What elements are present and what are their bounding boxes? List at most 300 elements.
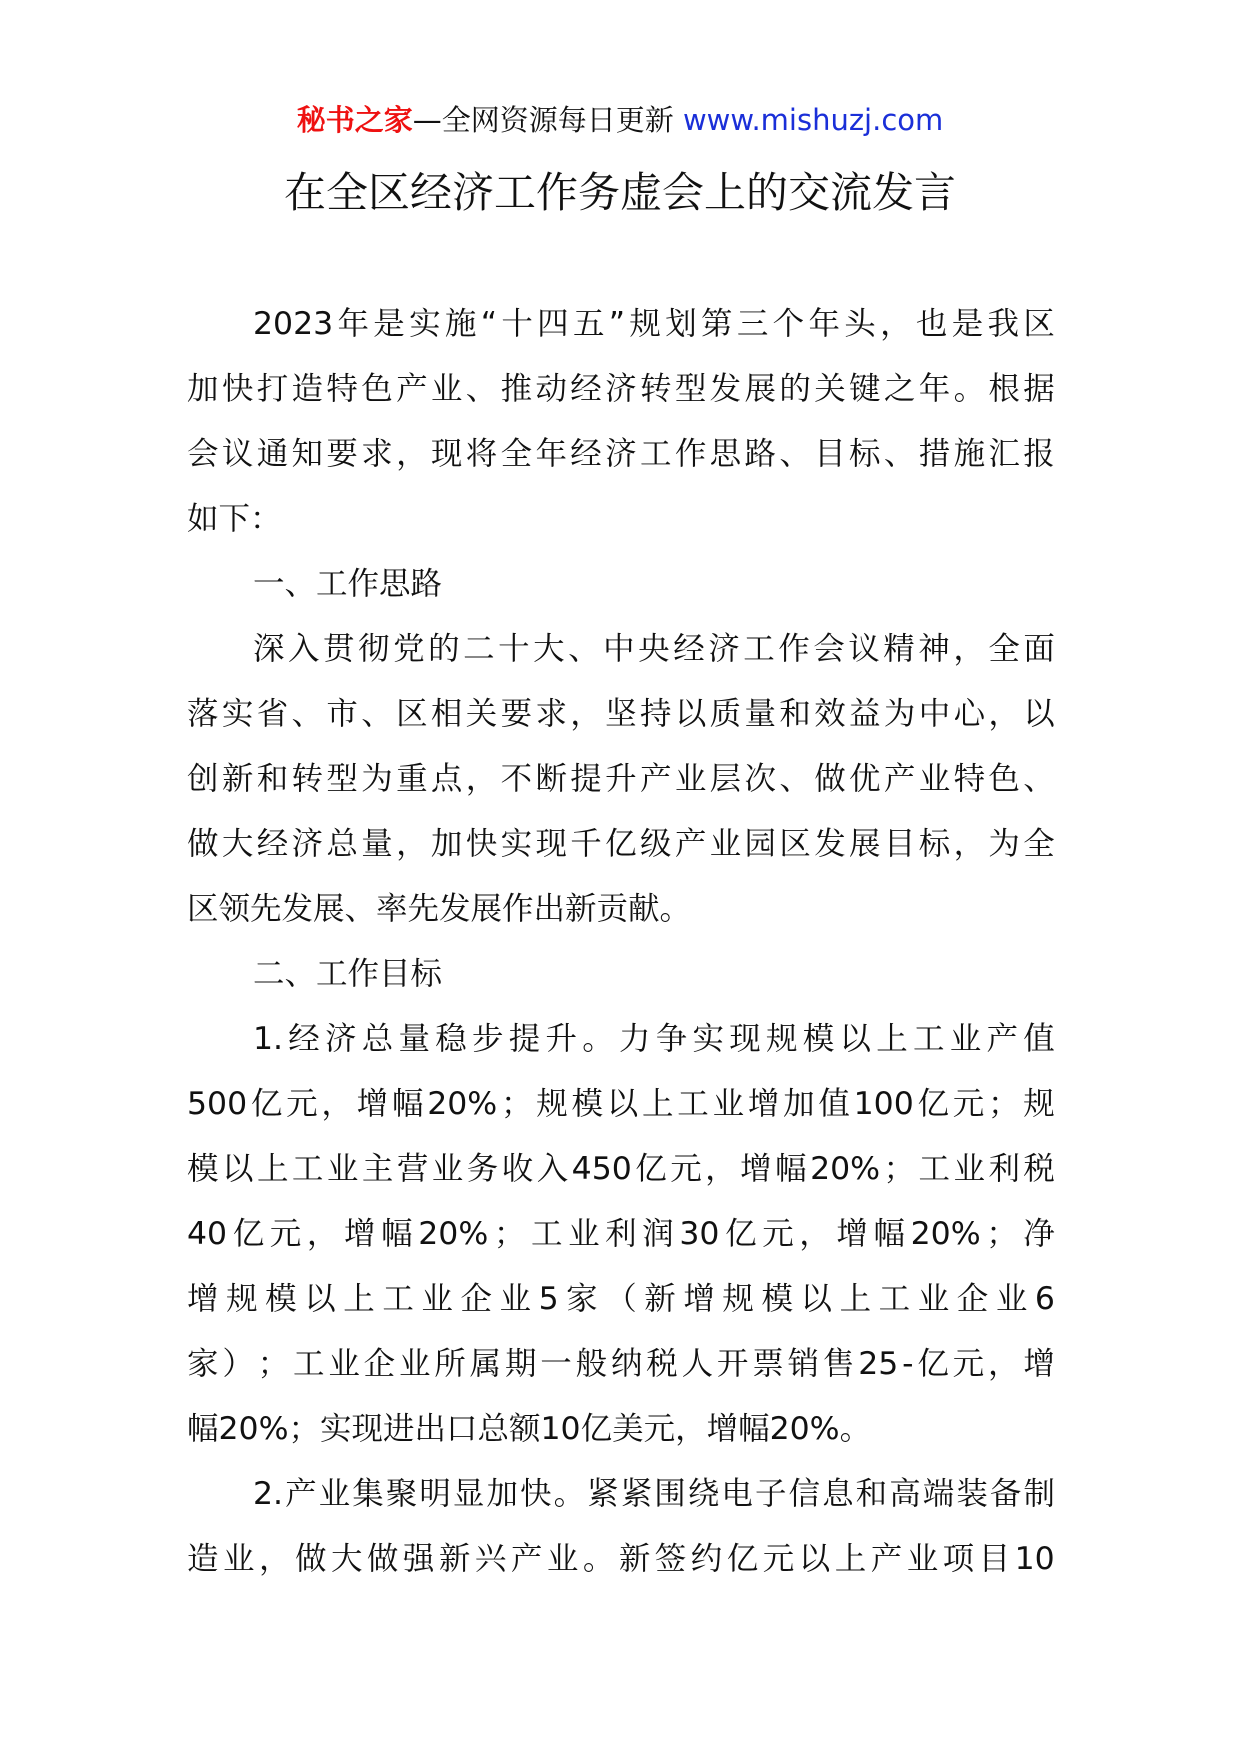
glyph: 提	[570, 761, 602, 797]
glyph: 约	[690, 1541, 723, 1577]
glyph: 规	[629, 306, 661, 342]
glyph: 业	[546, 1541, 579, 1577]
glyph: 产	[285, 1476, 317, 1512]
glyph: 模	[571, 1086, 604, 1122]
glyph: 增	[1023, 1346, 1055, 1382]
glyph: （	[605, 1281, 637, 1317]
glyph: 纳	[610, 1346, 643, 1382]
glyph: 净	[1023, 1216, 1055, 1252]
glyph: 济	[708, 631, 740, 667]
glyph: 营	[396, 1151, 429, 1187]
glyph: 元	[952, 1086, 985, 1122]
glyph: 关	[465, 696, 498, 732]
glyph: 模	[187, 1151, 219, 1187]
glyph: 作	[778, 631, 810, 667]
glyph: 亿	[250, 1086, 283, 1122]
glyph: 动	[535, 371, 567, 407]
glyph: 以	[674, 696, 707, 732]
glyph: 以	[606, 1086, 639, 1122]
glyph: 企	[363, 1346, 396, 1382]
glyph: 强	[402, 1541, 435, 1577]
section-heading: 一、工作思路	[253, 566, 443, 602]
glyph: 党	[393, 631, 425, 667]
glyph: ，	[988, 696, 1020, 732]
glyph: 不	[500, 761, 533, 797]
glyph: 模	[802, 1021, 835, 1057]
glyph: 。	[582, 1021, 614, 1057]
text-line	[187, 1267, 1055, 1332]
glyph: 显	[452, 1476, 485, 1512]
glyph: 息	[822, 1476, 854, 1512]
glyph: 快	[520, 1476, 552, 1512]
glyph: 经	[673, 631, 705, 667]
glyph: 特	[326, 371, 358, 407]
glyph: 三	[736, 306, 769, 342]
glyph: 转	[639, 371, 672, 407]
glyph: 25	[858, 1346, 899, 1382]
text-line	[187, 1332, 1055, 1397]
glyph: 标	[918, 826, 951, 862]
glyph: 个	[772, 306, 805, 342]
text-line	[187, 292, 1055, 357]
glyph: 般	[575, 1346, 608, 1382]
glyph: 、	[883, 436, 916, 472]
glyph: 区	[396, 696, 428, 732]
glyph: 业	[398, 1346, 431, 1382]
glyph: 业	[222, 1541, 255, 1577]
glyph: 为	[988, 826, 1020, 862]
glyph: 润	[642, 1216, 674, 1252]
glyph: 报	[1023, 436, 1055, 472]
glyph: 业	[709, 826, 742, 862]
glyph: 以	[798, 1541, 831, 1577]
glyph: 工	[677, 1086, 709, 1122]
glyph: 思	[709, 436, 742, 472]
text-line	[187, 812, 1055, 877]
glyph: 加	[783, 1086, 815, 1122]
glyph: 20%	[418, 1216, 489, 1252]
glyph: 业	[918, 761, 951, 797]
glyph: 、	[568, 631, 600, 667]
glyph: ）	[222, 1346, 254, 1382]
glyph: 2023	[253, 306, 334, 342]
glyph: 5	[538, 1281, 559, 1317]
glyph: 紧	[620, 1476, 653, 1512]
glyph: 市	[326, 696, 358, 732]
glyph: 业	[995, 1281, 1028, 1317]
glyph: 我	[987, 306, 1020, 342]
glyph: ，	[953, 826, 986, 862]
glyph: 以	[800, 1281, 833, 1317]
glyph: 质	[709, 696, 742, 732]
glyph: 济	[325, 1021, 357, 1057]
glyph: 的	[428, 631, 460, 667]
glyph: 规	[226, 1281, 258, 1317]
glyph: 20%	[810, 1151, 881, 1187]
glyph: 工	[291, 1151, 324, 1187]
glyph: ；	[500, 1086, 533, 1122]
glyph: 升	[545, 1021, 578, 1057]
glyph: 工	[743, 631, 775, 667]
glyph: 模	[265, 1281, 297, 1317]
glyph: 目	[883, 826, 916, 862]
glyph: 亿	[726, 1541, 759, 1577]
glyph: 增	[356, 1086, 389, 1122]
glyph: 神	[918, 631, 950, 667]
glyph: 实	[409, 306, 441, 342]
glyph: 亿	[605, 826, 637, 862]
glyph: 兴	[474, 1541, 507, 1577]
glyph: 规	[766, 1021, 798, 1057]
glyph: 实	[221, 696, 254, 732]
glyph: 规	[1023, 1086, 1055, 1122]
glyph: 十	[501, 306, 533, 342]
glyph: 做	[814, 761, 846, 797]
glyph: 四	[537, 306, 569, 342]
glyph: 断	[535, 761, 567, 797]
glyph: 年	[808, 306, 840, 342]
glyph: -	[902, 1346, 914, 1382]
glyph: 收	[501, 1151, 534, 1187]
text-line	[187, 357, 1055, 422]
glyph: 业	[431, 1151, 464, 1187]
glyph: 量	[361, 826, 393, 862]
text-line	[187, 1007, 1055, 1072]
glyph: 现	[430, 436, 463, 472]
glyph: 汇	[988, 436, 1020, 472]
glyph: 求	[535, 696, 567, 732]
glyph: 稳	[435, 1021, 467, 1057]
glyph: 增	[344, 1216, 376, 1252]
glyph: 展	[744, 371, 777, 407]
glyph: “	[480, 306, 498, 342]
glyph: 也	[915, 306, 948, 342]
glyph: 经	[256, 826, 289, 862]
glyph: 施	[444, 306, 477, 342]
glyph: 利	[605, 1216, 637, 1252]
glyph: 聚	[385, 1476, 418, 1512]
glyph: 总	[361, 1021, 394, 1057]
text-line	[187, 1072, 1055, 1137]
glyph: 产	[870, 1541, 903, 1577]
glyph: 绕	[687, 1476, 720, 1512]
glyph: ，	[258, 1541, 291, 1577]
glyph: 精	[883, 631, 915, 667]
glyph: 升	[605, 761, 637, 797]
glyph: 业	[712, 1086, 745, 1122]
glyph: 措	[918, 436, 951, 472]
glyph: 企	[956, 1281, 989, 1317]
glyph: 目	[978, 1541, 1011, 1577]
glyph: 端	[922, 1476, 955, 1512]
glyph: ；	[257, 1346, 290, 1382]
glyph: 二	[463, 631, 495, 667]
glyph: 创	[187, 761, 219, 797]
glyph: 业	[430, 371, 463, 407]
glyph: ，	[321, 1086, 353, 1122]
text-line	[187, 1527, 1055, 1592]
section-heading: 二、工作目标	[253, 956, 443, 992]
glyph: 重	[396, 761, 428, 797]
glyph: 工	[639, 436, 672, 472]
glyph: 量	[398, 1021, 431, 1057]
glyph: 亿	[917, 1346, 949, 1382]
glyph: 主	[361, 1151, 394, 1187]
glyph: 大	[533, 631, 565, 667]
glyph: 经	[570, 371, 602, 407]
glyph: ，	[987, 1346, 1020, 1382]
glyph: 发	[814, 826, 846, 862]
glyph: 造	[187, 1541, 219, 1577]
glyph: 园	[744, 826, 777, 862]
glyph: 做	[366, 1541, 399, 1577]
glyph: 。	[553, 1476, 586, 1512]
glyph: 新	[221, 761, 254, 797]
glyph: ，	[465, 761, 498, 797]
glyph: 期	[504, 1346, 537, 1382]
glyph: 型	[326, 761, 358, 797]
site-url-link[interactable]: www.mishuzj.com	[682, 103, 944, 137]
glyph: 益	[849, 696, 881, 732]
glyph: 济	[291, 826, 324, 862]
glyph: 央	[638, 631, 670, 667]
glyph: 入	[536, 1151, 569, 1187]
glyph: 产	[510, 1541, 543, 1577]
glyph: 心	[953, 696, 986, 732]
glyph: 属	[469, 1346, 502, 1382]
glyph: 一	[540, 1346, 572, 1382]
glyph: 年	[337, 306, 369, 342]
glyph: 和	[855, 1476, 888, 1512]
glyph: 项	[942, 1541, 975, 1577]
glyph: 五	[572, 306, 605, 342]
glyph: 之	[883, 371, 916, 407]
site-header	[0, 100, 1240, 140]
glyph: 色	[988, 761, 1020, 797]
glyph: ；	[883, 1151, 916, 1187]
glyph: 加	[430, 826, 463, 862]
glyph: 10	[1014, 1541, 1055, 1577]
glyph: 签	[654, 1541, 687, 1577]
glyph: 济	[605, 371, 637, 407]
glyph: 业	[949, 1021, 982, 1057]
glyph: 加	[486, 1476, 518, 1512]
glyph: 、	[779, 761, 811, 797]
glyph: 和	[779, 696, 811, 732]
glyph: 以	[1023, 696, 1055, 732]
glyph: 幅	[391, 1086, 424, 1122]
glyph: 步	[472, 1021, 504, 1057]
glyph: 中	[603, 631, 635, 667]
glyph: 高	[889, 1476, 921, 1512]
glyph: 500	[187, 1086, 248, 1122]
glyph: 产	[986, 1021, 1019, 1057]
glyph: 元	[952, 1346, 985, 1382]
glyph: 。	[582, 1541, 615, 1577]
glyph: 路	[744, 436, 777, 472]
glyph: 信	[788, 1476, 821, 1512]
glyph: 值	[1023, 1021, 1055, 1057]
glyph: 总	[326, 826, 358, 862]
glyph: 中	[918, 696, 951, 732]
glyph: 幅	[381, 1216, 413, 1252]
glyph: 业	[499, 1281, 532, 1317]
glyph: 产	[396, 371, 428, 407]
glyph: 经	[288, 1021, 320, 1057]
glyph: ，	[570, 696, 602, 732]
glyph: 现	[535, 826, 567, 862]
glyph: 业	[318, 1476, 351, 1512]
glyph: 入	[288, 631, 320, 667]
glyph: 贯	[323, 631, 355, 667]
glyph: 量	[744, 696, 777, 732]
glyph: 新	[618, 1541, 651, 1577]
glyph: 业	[568, 1216, 600, 1252]
glyph: 装	[956, 1476, 988, 1512]
glyph: 力	[619, 1021, 651, 1057]
glyph: ，	[396, 826, 428, 862]
glyph: 省	[256, 696, 289, 732]
glyph: 电	[721, 1476, 753, 1512]
glyph: 工	[382, 1281, 414, 1317]
glyph: 元	[269, 1216, 302, 1252]
glyph: 落	[187, 696, 219, 732]
glyph: 值	[818, 1086, 850, 1122]
glyph: 要	[326, 436, 358, 472]
glyph: 规	[536, 1086, 568, 1122]
glyph: ，	[705, 1151, 737, 1187]
glyph: 以	[221, 1151, 254, 1187]
glyph: 实	[692, 1021, 725, 1057]
text-line	[187, 1137, 1055, 1202]
glyph: 千	[570, 826, 602, 862]
glyph: 是	[373, 306, 405, 342]
glyph: 打	[256, 371, 289, 407]
glyph: 、	[779, 436, 811, 472]
glyph: 型	[674, 371, 707, 407]
glyph: 十	[498, 631, 530, 667]
glyph: 年	[918, 371, 951, 407]
glyph: 区	[1023, 306, 1055, 342]
glyph: 业	[421, 1281, 453, 1317]
glyph: 工	[292, 1346, 325, 1382]
text-line	[187, 747, 1055, 812]
glyph: 通	[256, 436, 289, 472]
glyph: 围	[654, 1476, 686, 1512]
glyph: ”	[608, 306, 626, 342]
text-line	[187, 422, 1055, 487]
glyph: 级	[639, 826, 672, 862]
glyph: ，	[396, 436, 428, 472]
glyph: 务	[466, 1151, 499, 1187]
document-body	[187, 292, 1055, 1592]
text-line	[187, 682, 1055, 747]
glyph: 产	[883, 761, 916, 797]
glyph: 产	[674, 826, 707, 862]
glyph: 增	[747, 1086, 780, 1122]
glyph: 发	[709, 371, 742, 407]
glyph: 相	[430, 696, 463, 732]
glyph: 上	[876, 1021, 908, 1057]
glyph: 议	[221, 436, 254, 472]
text-line: 如下：	[187, 501, 282, 537]
glyph: 争	[655, 1021, 688, 1057]
glyph: 幅	[873, 1216, 906, 1252]
text-line	[187, 1202, 1055, 1267]
glyph: 根	[988, 371, 1020, 407]
glyph: 税	[1023, 1151, 1055, 1187]
glyph: 做	[187, 826, 219, 862]
glyph: 100	[853, 1086, 914, 1122]
glyph: 的	[779, 371, 811, 407]
glyph: 上	[343, 1281, 375, 1317]
glyph: 是	[951, 306, 984, 342]
glyph: 面	[1023, 631, 1055, 667]
document-title: 在全区经济工作务虚会上的交流发言	[283, 168, 956, 217]
glyph: 业	[906, 1541, 939, 1577]
glyph: 销	[787, 1346, 820, 1382]
glyph: 知	[291, 436, 324, 472]
glyph: 提	[508, 1021, 541, 1057]
glyph: 增	[187, 1281, 219, 1317]
glyph: 深	[253, 631, 285, 667]
glyph: 人	[681, 1346, 714, 1382]
glyph: 头	[844, 306, 876, 342]
glyph: 工	[918, 1151, 951, 1187]
glyph: 色	[361, 371, 393, 407]
glyph: 元	[670, 1151, 702, 1187]
glyph: 明	[419, 1476, 451, 1512]
glyph: 2.	[253, 1476, 284, 1512]
glyph: 会	[187, 436, 219, 472]
glyph: 1.	[253, 1021, 284, 1057]
text-line	[187, 1462, 1055, 1527]
glyph: 持	[639, 696, 672, 732]
glyph: 增	[836, 1216, 868, 1252]
glyph: 以	[304, 1281, 336, 1317]
glyph: 大	[221, 826, 254, 862]
glyph: 票	[752, 1346, 784, 1382]
glyph: 工	[913, 1021, 945, 1057]
glyph: ；	[986, 1216, 1018, 1252]
glyph: 税	[646, 1346, 678, 1382]
glyph: 增	[683, 1281, 715, 1317]
glyph: 、	[361, 696, 393, 732]
glyph: 新	[644, 1281, 676, 1317]
glyph: 紧	[587, 1476, 619, 1512]
glyph: 实	[500, 826, 533, 862]
glyph: 作	[674, 436, 707, 472]
glyph: 议	[848, 631, 880, 667]
glyph: 元	[762, 1216, 794, 1252]
glyph: 、	[465, 371, 498, 407]
glyph: ，	[799, 1216, 831, 1252]
glyph: 40	[187, 1216, 228, 1252]
glyph: 、	[291, 696, 324, 732]
glyph: 工	[878, 1281, 911, 1317]
glyph: 区	[779, 826, 811, 862]
glyph: 家	[566, 1281, 598, 1317]
glyph: 目	[814, 436, 846, 472]
glyph: 优	[849, 761, 881, 797]
site-brand: 秘书之家	[296, 103, 413, 137]
glyph: 做	[294, 1541, 327, 1577]
glyph: ；	[493, 1216, 526, 1252]
glyph: 和	[256, 761, 289, 797]
glyph: 业	[326, 1151, 359, 1187]
glyph: 层	[709, 761, 742, 797]
glyph: 业	[953, 1151, 985, 1187]
